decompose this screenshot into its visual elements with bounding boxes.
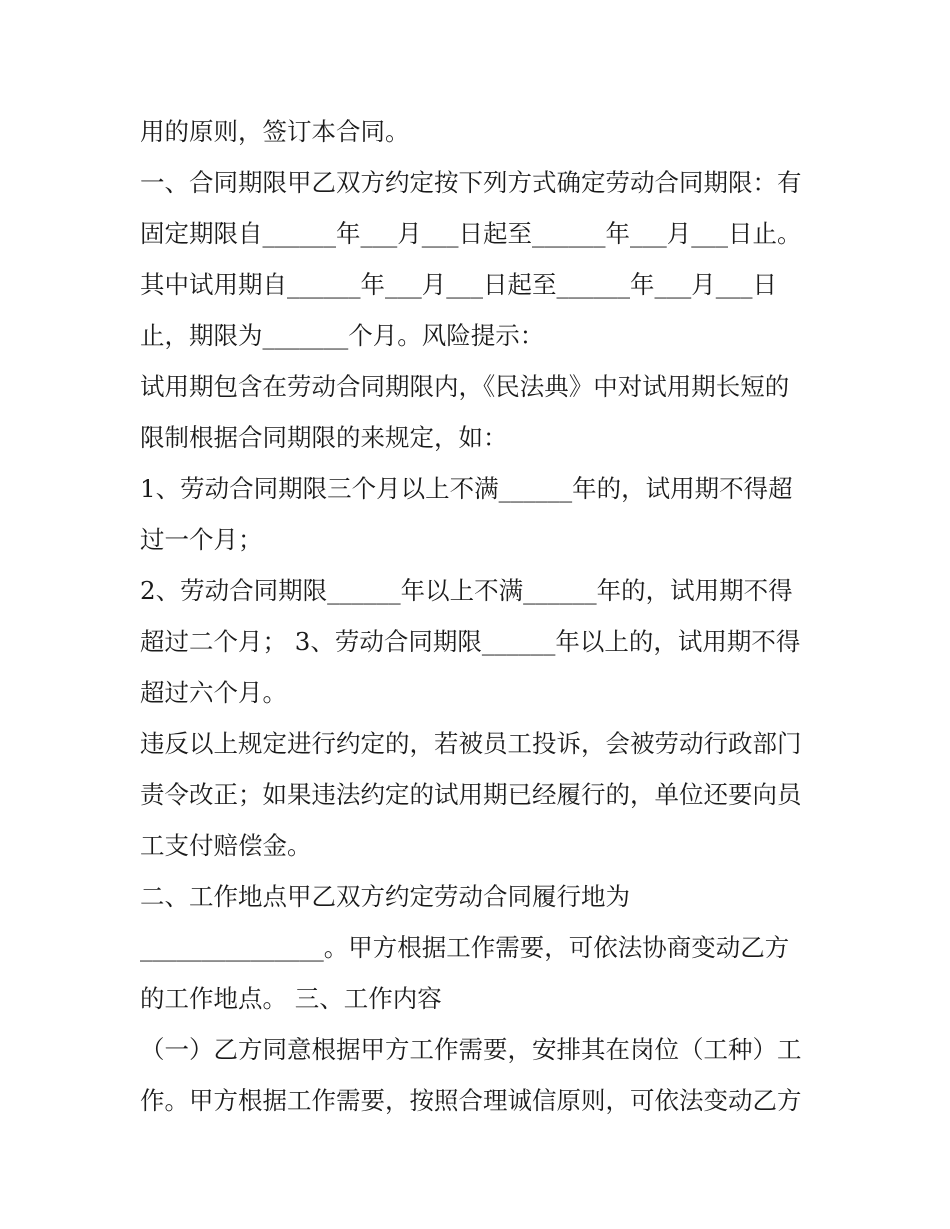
- text-line: 一、合同期限甲乙双方约定按下列方式确定劳动合同期限：有: [140, 168, 802, 197]
- text-line: （一）乙方同意根据甲方工作需要，安排其在岗位（工种）工: [140, 1035, 802, 1064]
- text-line: 过一个月；: [140, 525, 263, 554]
- contract-text: [140, 106, 830, 1126]
- text-line: 的工作地点。 三、工作内容: [140, 984, 442, 1013]
- text-line: 超过六个月。: [140, 678, 287, 707]
- text-line: 违反以上规定进行约定的，若被员工投诉，会被劳动行政部门: [140, 729, 802, 758]
- text-line: 试用期包含在劳动合同期限内，《民法典》中对试用期长短的: [140, 372, 790, 401]
- text-line: 限制根据合同期限的来规定，如：: [140, 423, 508, 452]
- text-line: 止，期限为_______个月。风险提示：: [140, 321, 545, 350]
- text-line: 其中试用期自______年___月___日起至______年___月___日: [140, 270, 777, 299]
- text-line: _______________。甲方根据工作需要，可依法协商变动乙方: [140, 933, 790, 962]
- text-line: 超过二个月； 3、劳动合同期限______年以上的，试用期不得: [140, 627, 801, 656]
- text-line: 2、劳动合同期限______年以上不满______年的，试用期不得: [140, 576, 793, 605]
- text-line: 责令改正；如果违法约定的试用期已经履行的，单位还要向员: [140, 780, 802, 809]
- text-line: 用的原则，签订本合同。: [140, 117, 410, 146]
- text-line: 工支付赔偿金。: [140, 831, 312, 860]
- text-line: 作。甲方根据工作需要，按照合理诚信原则，可依法变动乙方: [140, 1086, 802, 1115]
- text-line: 二、工作地点甲乙双方约定劳动合同履行地为: [140, 882, 630, 911]
- text-line: 固定期限自______年___月___日起至______年___月___日止。: [140, 219, 802, 248]
- text-line: 1、劳动合同期限三个月以上不满______年的，试用期不得超: [140, 474, 793, 503]
